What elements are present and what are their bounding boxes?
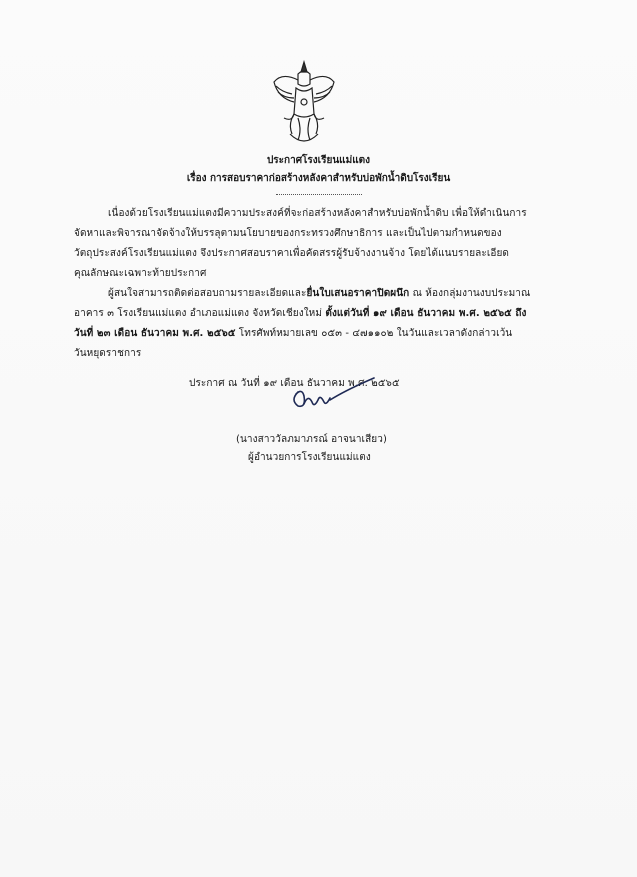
signer-position: ผู้อำนวยการโรงเรียนแม่แตง — [248, 452, 371, 463]
announcement-subject: เรื่อง การสอบราคาก่อสร้างหลังคาสำหรับบ่อพักน้ำดิบโรงเรียน — [186, 173, 451, 184]
announcement-title: ประกาศโรงเรียนแม่แตง — [266, 155, 371, 166]
handwritten-signature — [286, 370, 386, 420]
paragraph-2-line-1: ผู้สนใจสามารถติดต่อสอบถามรายละเอียดและยื่นใบเสนอราคาปิดผนึก ณ ห้องกลุ่มงานงบประมาณ — [108, 288, 531, 299]
paragraph-1-line-1: เนื่องด้วยโรงเรียนแม่แตงมีความประสงค์ที่จะก่อสร้างหลังคาสำหรับบ่อพักน้ำดิบ เพื่อให้ดำเนินการ — [108, 208, 527, 219]
announcement-date: ประกาศ ณ วันที่ ๑๙ เดือน ธันวาคม พ.ศ. ๒๕๖๕ — [189, 378, 400, 389]
paragraph-1-line-3: วัตถุประสงค์โรงเรียนแม่แตง จึงประกาศสอบราคาเพื่อคัดสรรผู้รับจ้างงานจ้าง โดยได้แนบรายละเอียด — [74, 248, 510, 259]
paragraph-1-line-4: คุณลักษณะเฉพาะท้ายประกาศ — [74, 268, 207, 279]
paragraph-2-line-4: วันหยุดราชการ — [74, 348, 142, 359]
garuda-emblem-icon — [268, 58, 340, 150]
paragraph-2-line-2: อาคาร ๓ โรงเรียนแม่แตง อำเภอแม่แตง จังหวัดเชียงใหม่ ตั้งแต่วันที่ ๑๙ เดือน ธันวาคม พ.ศ. ๒๕๖๕ ถึง — [74, 308, 527, 319]
signer-name: (นางสาววัลภมาภรณ์ อาจนาเสียว) — [236, 434, 387, 445]
paragraph-1-line-2: จัดหาและพิจารณาจัดจ้างให้บรรลุตามนโยบายของกระทรวงศึกษาธิการ และเป็นไปตามกำหนดของ — [74, 228, 502, 239]
paragraph-2-line-3: วันที่ ๒๓ เดือน ธันวาคม พ.ศ. ๒๕๖๕ โทรศัพท์หมายเลข ๐๕๓ - ๔๗๑๑๐๒ ในวันและเวลาดังกล่าวเว้น — [74, 328, 513, 339]
title-divider — [276, 194, 362, 195]
